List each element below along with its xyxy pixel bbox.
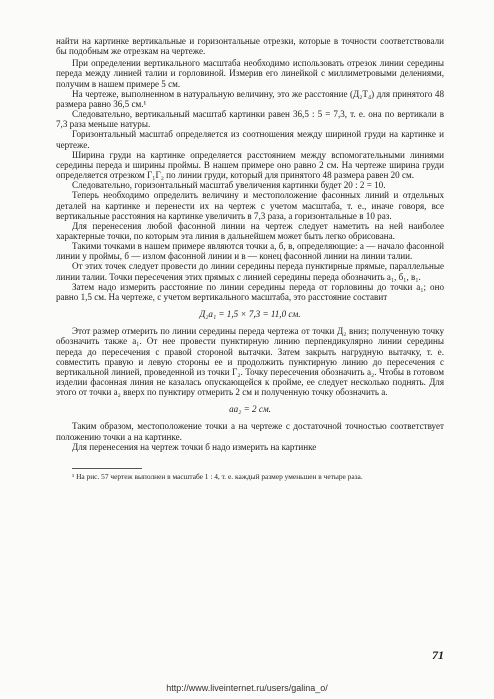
footnote: ¹ На рис. 57 чертеж выполнен в масштабе 1 : 4, т. е. каждый размер уменьшен в четыре раза.: [72, 471, 363, 481]
page-body: [56, 36, 444, 482]
paragraph-1: найти на картинке вертикальные и горизонтальные отрезки, которые в точности соответствовали бы подобным же отрезкам на чертеже.: [56, 36, 444, 57]
paragraph-2: При определении вертикального масштаба необходимо использовать отрезок линии середины переда между линией талии и горловиной. Измерив его линейкой с миллиметровыми делениями, получим в нашем примере 5 см.: [56, 58, 444, 89]
footnote-divider: [72, 468, 142, 469]
watermark-url: http://www.liveinternet.ru/users/galina_o/: [166, 683, 328, 693]
paragraph-6: Ширина груди на картинке определяется расстоянием между вспомогательными линиями середины переда и ширины проймы. В нашем примере оно равно 2 см. На чертеже ширина груди определяется отрезком Г₁Г₂ по линии груди, который для принятого 48 размера равен 20 см.: [56, 149, 444, 181]
paragraph-11: От этих точек следует провести до линии середины переда пунктирные прямые, параллельные линии талии. Точки пересечения этих прямых с линией середины переда обозначить а₁, б₁, в₁.: [56, 261, 444, 282]
paragraph-5: Горизонтальный масштаб определяется из соотношения между шириной груди на картинке и чертеже.: [56, 129, 444, 150]
paragraph-9: Для перенесения любой фасонной линии на чертеж следует наметить на ней наиболее характерные точки, по которым эта линия в дальнейшем может быть легко обрисована.: [56, 220, 444, 241]
paragraph-8: Теперь необходимо определить величину и местоположение фасонных линий и отдельных деталей на картинке и перенести их на чертеж с учетом масштаба, т. е., иначе говоря, все вертикальные расстояния на картинке увеличить в 7,3 раза, а горизонтальные в 10 раз.: [56, 190, 444, 221]
paragraph-4: Следовательно, вертикальный масштаб картинки равен 36,5 : 5 = 7,3, т. е. она по вертикали в 7,3 раза меньше натуры.: [56, 109, 444, 130]
paragraph-13: Этот размер отмерить по линии середины переда чертежа от точки Д₂ вниз; полученную точку обозначить также а₁. От нее провести пунктирную линию перпендикулярно линии середины переда до пересечения с правой стороной вытачки. Затем закрыть нагрудную вытачку, т. е. совместить правую и левую стороны ее и продолжить пунктирную линию до пересечения с вертикальной линией, проведенной из точки Г₂. Точку пересечения обозначить а₂. Чтобы в готовом изделии фасонная линия не казалась опускающейся к пройме, ее следует несколько поднять. Для этого от точки а₂ вверх по пунктиру отмерить 2 см и полученную точку обозначить а.: [56, 326, 444, 398]
paragraph-12: Затем надо измерить расстояние по линии середины переда от горловины до точки а₁; оно равно 1,5 см. На чертеже, с учетом вертикального масштаба, это расстояние составит: [56, 281, 444, 302]
page-number: 71: [432, 648, 444, 662]
paragraph-10: Такими точками в нашем примере являются точки а, б, в, определяющие: а — начало фасонной линии у проймы, б — излом фасонной линии и в — конец фасонной линии на линии талии.: [56, 241, 444, 262]
paragraph-14: Таким образом, местоположение точки а на чертеже с достаточной точностью соответствует положению точки а на картинке.: [56, 421, 444, 442]
formula-d2a1: Д₂а₁ = 1,5 × 7,3 = 11,0 см.: [199, 309, 301, 320]
paragraph-15: Для перенесения на чертеж точки б надо измерить на картинке: [72, 441, 317, 452]
formula-aa2: аа₂ = 2 см.: [229, 404, 271, 415]
paragraph-7: Следовательно, горизонтальный масштаб увеличения картинки будет 20 : 2 = 10.: [72, 180, 386, 191]
paragraph-3: На чертеже, выполненном в натуральную величину, это же расстояние (Д₂Т₄) для принятого 48 размера равно 36,5 см.¹: [56, 88, 444, 109]
